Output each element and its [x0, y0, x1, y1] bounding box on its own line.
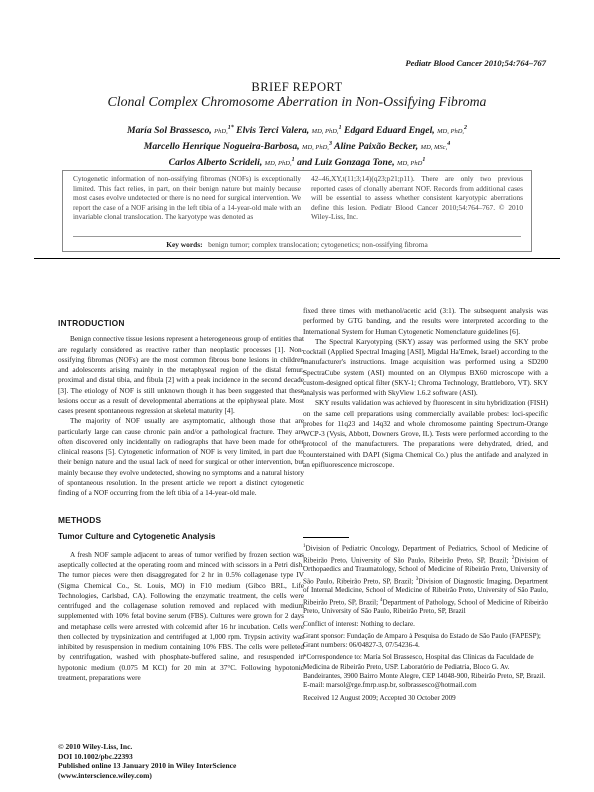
author-list	[40, 122, 554, 171]
author-degree: MD, PhD,	[311, 128, 339, 136]
affiliation-mark: 1*	[227, 125, 234, 131]
affiliation-mark: 1	[422, 157, 426, 164]
affiliation-number: 4	[379, 597, 383, 603]
author-degree: MD, PhD,	[302, 144, 329, 152]
footnotes	[303, 542, 548, 706]
author-name: and Luiz Gonzaga Tone,	[297, 157, 395, 169]
section-heading-introduction: INTRODUCTION	[58, 318, 125, 328]
paragraph: Benign connective tissue lesions represent a heterogeneous group of entities that are regularly considered as reactive rather than neoplastic processes [1]. Non-ossifying fibromas (NOFs) are the most common fibrous bone lesions in children and adolescents arising mainly in the metaphyseal region of the distal femur, proximal and distal tibia, and fibula [2] with a peak incidence in the second decade [3]. The etiology of NOF is still unknown though it has been suggested that these lesions occur as a result of developmental aberrations at the epiphyseal plate. Most cases present spontaneous regression at skeletal maturity [4].	[58, 335, 304, 415]
publisher-website: (www.interscience.wiley.com)	[58, 770, 152, 780]
affiliation-number: 2	[511, 555, 515, 561]
abstract-box	[62, 170, 532, 252]
paragraph: The Spectral Karyotyping (SKY) assay was performed using the SKY probe cocktail (Applied Spectral Imaging [ASI], Migdal Ha'Emek, Israel) according to the manufacturer's instructions. Image acquisition was performed using a SD200 SpectraCube system (ASI) mounted on an Olympus BX60 microscope with a custom-designed optical filter (SKY-1; Chroma Technology, Brattleboro, VT). SKY analysis was performed with SkyView 1.6.2 software (ASI).	[303, 337, 548, 397]
affiliation-mark: 1	[291, 157, 295, 164]
doi: DOI 10.1002/pbc.22393	[58, 751, 133, 761]
abstract-text-col2: 42–46,XY,t(11;3;14)(q23;p21;p11). There are only two previous reported cases of clonally aberrant NOF. Records from additional cases will be essential to assess whether consistent karyotypic aberrations define this lesion. Pediatr Blood Cancer 2010;54:764–767. © 2010 Wiley-Liss, Inc.	[311, 174, 523, 222]
author-degree: PhD,	[214, 128, 228, 136]
conflict-statement: Conflict of interest: Nothing to declare.	[303, 619, 415, 628]
author-name: Marcello Henrique Nogueira-Barbosa,	[143, 141, 300, 153]
affiliation-number: 1	[303, 544, 306, 549]
author-degree: MD, PhD	[397, 160, 423, 168]
affiliation-text: Division of Diagnostic Imaging, Department of Internal Medicine, School of Medicine of Ribeirão Preto, University of São Paulo, Ribeirão Preto, SP, Brazil;	[303, 576, 548, 606]
email: E-mail: marsol@rge.fmrp.usp.br, solbrassesco@hotmail.com	[303, 681, 477, 690]
affiliation-text: Division of Pediatric Oncology, Department of Pediatrics, School of Medicine of Ribeirão Preto, University of São Paulo, Ribeirão Preto, SP, Brazil;	[303, 544, 548, 565]
author-name: María Sol Brassesco,	[126, 125, 212, 137]
left-column	[58, 318, 304, 683]
author-degree: MD, MSc,	[420, 144, 448, 152]
published-online: Published online 13 January 2010 in Wiley InterScience	[58, 761, 237, 770]
journal-citation: Pediatr Blood Cancer 2010;54:764–767	[405, 58, 546, 68]
authors-line-3	[40, 154, 554, 170]
header-divider	[34, 258, 560, 259]
affiliation-number: 3	[415, 576, 419, 582]
grant-statement: Grant sponsor: Fundação de Amparo à Pesquisa do Estado de São Paulo (FAPESP); Grant numbers: 06/04827-3, 07/54236-4.	[303, 631, 541, 650]
received-date: Received 12 August 2009; Accepted 30 October 2009	[303, 693, 456, 702]
affiliations	[303, 542, 548, 617]
authors-line-2	[40, 138, 554, 154]
author-degree: MD, PhD,	[264, 160, 292, 168]
article-title: Clonal Complex Chromosome Aberration in Non-Ossifying Fibroma	[107, 94, 487, 109]
affiliation-text: Department of Pathology, School of Medicine of Ribeirão Preto, University of São Paulo, Ribeirão Preto, SP, Brazil	[303, 597, 548, 616]
paragraph: SKY results validation was achieved by fluorescent in situ hybridization (FISH) on the same cell preparations using commercially available probes: loci-specific probes for 11q23 and 14q32 and whole chromosome painting Spectrum-Orange WCP-3 (Vysis, Abbott, Downers Grove, IL). Tests were performed according to the protocol of the manufacturers. The preparations were dehydrated, dried, and counterstained with DAPI (Sigma Chemical Co.) plus the antifade and analyzed in an epifluorescence microscope.	[303, 399, 548, 469]
author-name: Carlos Alberto Scrideli,	[168, 157, 263, 169]
author-name: Aline Paixão Becker,	[334, 141, 419, 153]
copyright: © 2010 Wiley-Liss, Inc.	[58, 742, 133, 751]
abstract-text-col1: Cytogenetic information of non-ossifying fibromas (NOFs) is exceptionally limited. This fact relies, in part, on their benign nature but mainly because most cases evolve undetected or there is no need for surgical intervention. We report the case of a NOF arising in the left tibia of a 14-year-old male with an invariable clonal translocation. The karyotype was denoted as	[73, 174, 301, 222]
author-name: Elvis Terci Valera,	[236, 125, 310, 137]
subsection-heading: Tumor Culture and Cytogenetic Analysis	[58, 531, 216, 541]
affiliation-text: Division of Orthopaedics and Traumatology, School of Medicine of Ribeirão Preto, University of São Paulo, Ribeirão Preto, SP, Brazil;	[303, 556, 548, 585]
paragraph: fixed three times with methanol/acetic acid (3:1). The subsequent analysis was performed by GTG banding, and the results were interpreted according to the International System for Human Cytogenetic Nomenclature guidelines [6].	[303, 307, 548, 336]
affiliation-mark: 1	[338, 125, 342, 131]
correspondence: *Correspondence to: María Sol Brassesco, Hospital das Clínicas da Faculdade de Medicina de Ribeirão Preto, USP. Laboratório de Pediatria, Bloco G. Av. Bandeirantes, 3900 Bairro Monte Alegre, CEP 14048-900, Ribeirão Preto, SP, Brazil.	[303, 653, 546, 680]
affiliation-mark: 2	[464, 125, 468, 131]
paragraph: A fresh NOF sample adjacent to areas of tumor verified by frozen section was aseptically collected at the operating room and minced with scissors in a Petri dish. The tumor pieces were then disaggregated for 2 hr in 0.5% collagenase type IV (Sigma Chemical Co., St. Louis, MO) in F10 medium (Gibco BRL, Life Technologies, Carlsbad, CA). Following the enzymatic treatment, the cells were centrifuged and the collagenase solution removed and replaced with medium supplemented with 10% fetal bovine serum (FBS). Cultures were grown for 2 days and metaphase cells were arrested with colcemid after 16 hr incubation. Cells were then collected by trypsinization and centrifuged at 1,000 rpm. Trypsin activity was inhibited by resuspension in medium containing 10% FBS. The cells were pelleted by centrifugation, washed with phosphate-buffered saline, and resuspended in hypotonic medium (0.075 M KCl) for 20 min at 37°C. Following hypotonic treatment, preparations were	[58, 550, 304, 682]
section-heading-methods: METHODS	[58, 515, 102, 526]
footnote-divider	[303, 537, 349, 538]
keywords	[73, 236, 521, 249]
author-degree: MD, PhD,	[437, 128, 465, 136]
report-type: BRIEF REPORT	[251, 80, 343, 94]
paragraph: The majority of NOF usually are asymptomatic, although those that are particularly large can cause chronic pain and/or a pathological fracture. They are often discovered only incidentally on radiographs that have been made for other clinical reasons [5]. Cytogenetic information of NOF is very limited, in part due to their benign nature and the usual lack of need for surgical or other intervention, but mainly because they evolve undetected, showing no symptoms and a natural history of spontaneous resolution. In the present article we report a distinct cytogenetic finding of a NOF occurring from the left tibia of a 14-year-old male.	[58, 417, 304, 497]
affiliation-mark: 4	[447, 141, 451, 148]
publisher-info	[58, 742, 308, 780]
right-column	[303, 306, 548, 470]
author-name: Edgard Eduard Engel,	[343, 125, 435, 137]
affiliation-mark: 3	[328, 141, 332, 148]
keywords-label: Key words:	[166, 240, 203, 249]
keywords-list: benign tumor; complex translocation; cytogenetics; non-ossifying fibroma	[208, 240, 428, 249]
authors-line-1	[40, 122, 554, 138]
